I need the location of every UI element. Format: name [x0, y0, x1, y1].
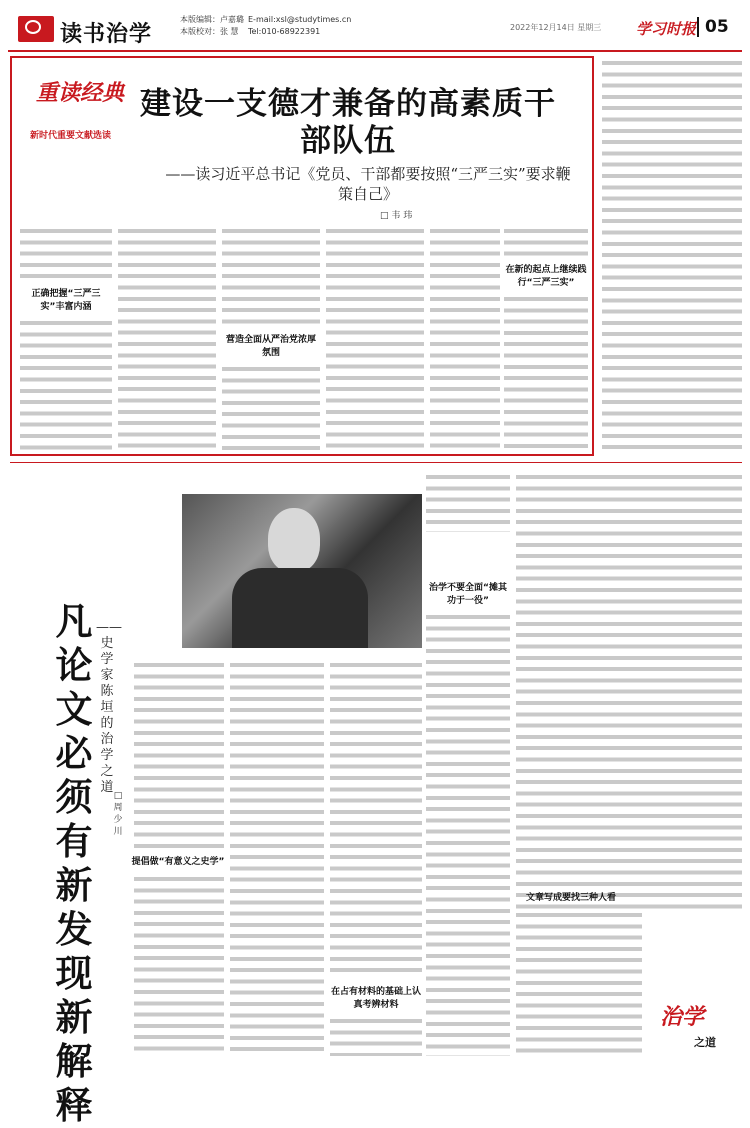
section-subhead: 文章写成要找三种人看 — [525, 893, 616, 903]
feature-byline: □ 韦 玮 — [380, 211, 413, 221]
proofreader-line: 本版校对：张 慧 — [180, 27, 239, 36]
body-column — [20, 226, 112, 282]
email-line: E-mail:xsl@studytimes.cn — [248, 15, 352, 24]
body-column — [134, 874, 224, 1056]
body-column — [430, 226, 500, 450]
section-divider — [10, 462, 742, 463]
body-column — [516, 472, 742, 912]
article-title-vertical: 凡论文必须有新发现新解释 — [55, 600, 93, 1127]
portrait-figure — [232, 568, 368, 648]
section-subhead: 提倡做“有意义之史学” — [131, 857, 225, 867]
body-column — [330, 660, 422, 978]
corner-badge-subtitle: 之道 — [694, 1036, 716, 1049]
section-subhead: 在新的起点上继续践行“三严三实” — [505, 265, 587, 288]
body-column — [330, 1016, 422, 1056]
body-column — [516, 910, 642, 1056]
body-column — [426, 612, 510, 1056]
section-title: 读书治学 — [60, 22, 153, 47]
feature-headline: 建设一支德才兼备的高素质干部队伍 — [140, 86, 556, 159]
body-column — [504, 294, 588, 450]
body-column — [602, 58, 742, 454]
body-column — [326, 226, 424, 450]
newspaper-brand: 学习时报 — [636, 20, 697, 38]
body-column — [134, 660, 224, 850]
body-column — [20, 318, 112, 450]
body-column — [230, 660, 324, 1056]
contact-info — [248, 14, 351, 38]
body-column — [222, 364, 320, 450]
feature-subheadline: ——读习近平总书记《党员、干部都要按照“三严三实”要求鞭策自己》 — [165, 165, 571, 203]
editor-line: 本版编辑：卢嘉璐 — [180, 15, 244, 24]
portrait-face — [268, 508, 320, 572]
corner-badge-title: 治学 — [660, 1004, 705, 1030]
section-logo-mark-icon — [25, 20, 41, 34]
page-number: 05 — [697, 17, 729, 37]
section-subhead: 治学不要全面“摊其功于一役” — [429, 583, 507, 606]
section-subhead: 在占有材料的基础上认真考辨材料 — [330, 987, 421, 1010]
article-author: □周少川 — [113, 791, 123, 837]
body-column — [504, 226, 588, 260]
body-column — [222, 226, 320, 326]
section-subhead: 正确把握“三严三实”丰富内涵 — [31, 289, 101, 312]
article-subtitle-vertical: ——史学家陈垣的治学之道 — [96, 620, 122, 795]
issue-date: 2022年12月14日 星期三 — [510, 23, 602, 32]
body-column — [118, 226, 216, 450]
body-column — [426, 472, 510, 532]
column-tag-subtitle: 新时代重要文献选读 — [30, 131, 112, 141]
section-subhead: 营造全面从严治党浓厚氛围 — [225, 335, 316, 358]
column-tag-title: 重读经典 — [36, 80, 125, 106]
tel-line: Tel:010-68922391 — [248, 27, 321, 36]
editor-credits — [180, 14, 244, 38]
